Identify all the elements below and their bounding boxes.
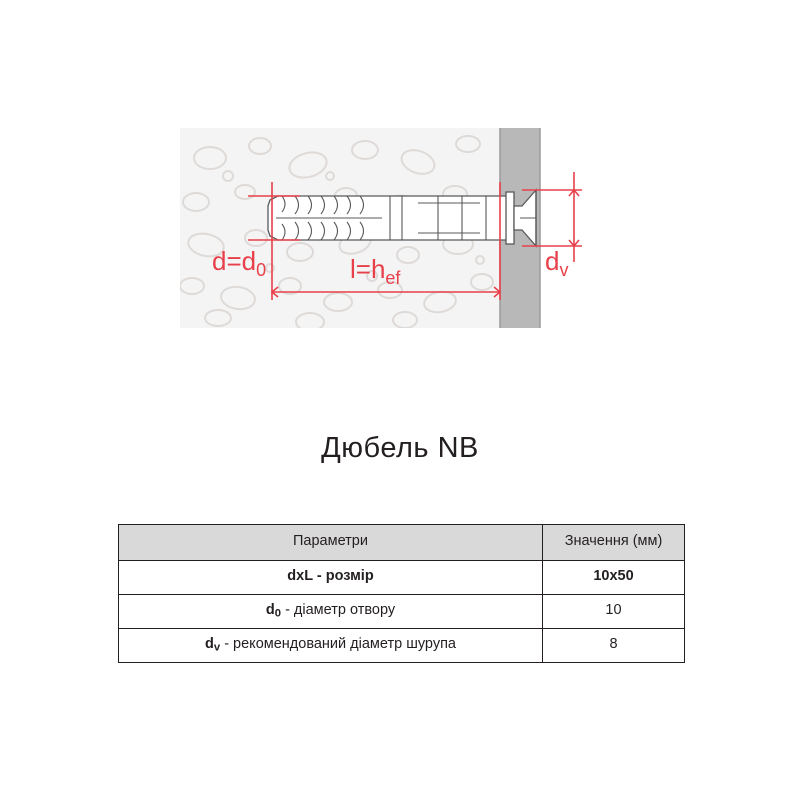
table-row xyxy=(119,561,685,595)
param-symbol: dxL xyxy=(287,568,313,585)
spec-table xyxy=(118,524,685,663)
table-header-row xyxy=(119,525,685,561)
label-l-hef: $l=h_{ef}$ xyxy=(350,254,401,288)
value-cell-size: 10x50 xyxy=(543,561,685,595)
param-cell-dv xyxy=(119,629,543,663)
param-symbol-subscript: 0 xyxy=(274,607,282,620)
dowel-body xyxy=(268,192,514,244)
param-text: - рекомендований діаметр шурупа xyxy=(220,635,456,652)
value-cell-dv: 8 xyxy=(543,629,685,663)
param-text: - розмір xyxy=(312,568,374,585)
spec-table-wrapper xyxy=(118,524,684,663)
header-value: Значення (мм) xyxy=(543,525,685,561)
label-d: $d=d_0$ xyxy=(212,246,267,280)
value-cell-d0: 10 xyxy=(543,595,685,629)
param-symbol: d xyxy=(265,601,275,618)
param-symbol-subscript: v xyxy=(213,641,221,654)
param-symbol: d xyxy=(205,635,214,652)
param-cell-size xyxy=(119,561,543,595)
label-dv: $d_v$ xyxy=(545,246,569,280)
technical-drawing xyxy=(150,110,650,350)
param-cell-d0 xyxy=(119,595,543,629)
param-text: - діаметр отвору xyxy=(281,601,396,618)
header-parameter: Параметри xyxy=(119,525,543,561)
table-row xyxy=(119,629,685,663)
table-row xyxy=(119,595,685,629)
page-title: Дюбель NB xyxy=(321,432,479,464)
